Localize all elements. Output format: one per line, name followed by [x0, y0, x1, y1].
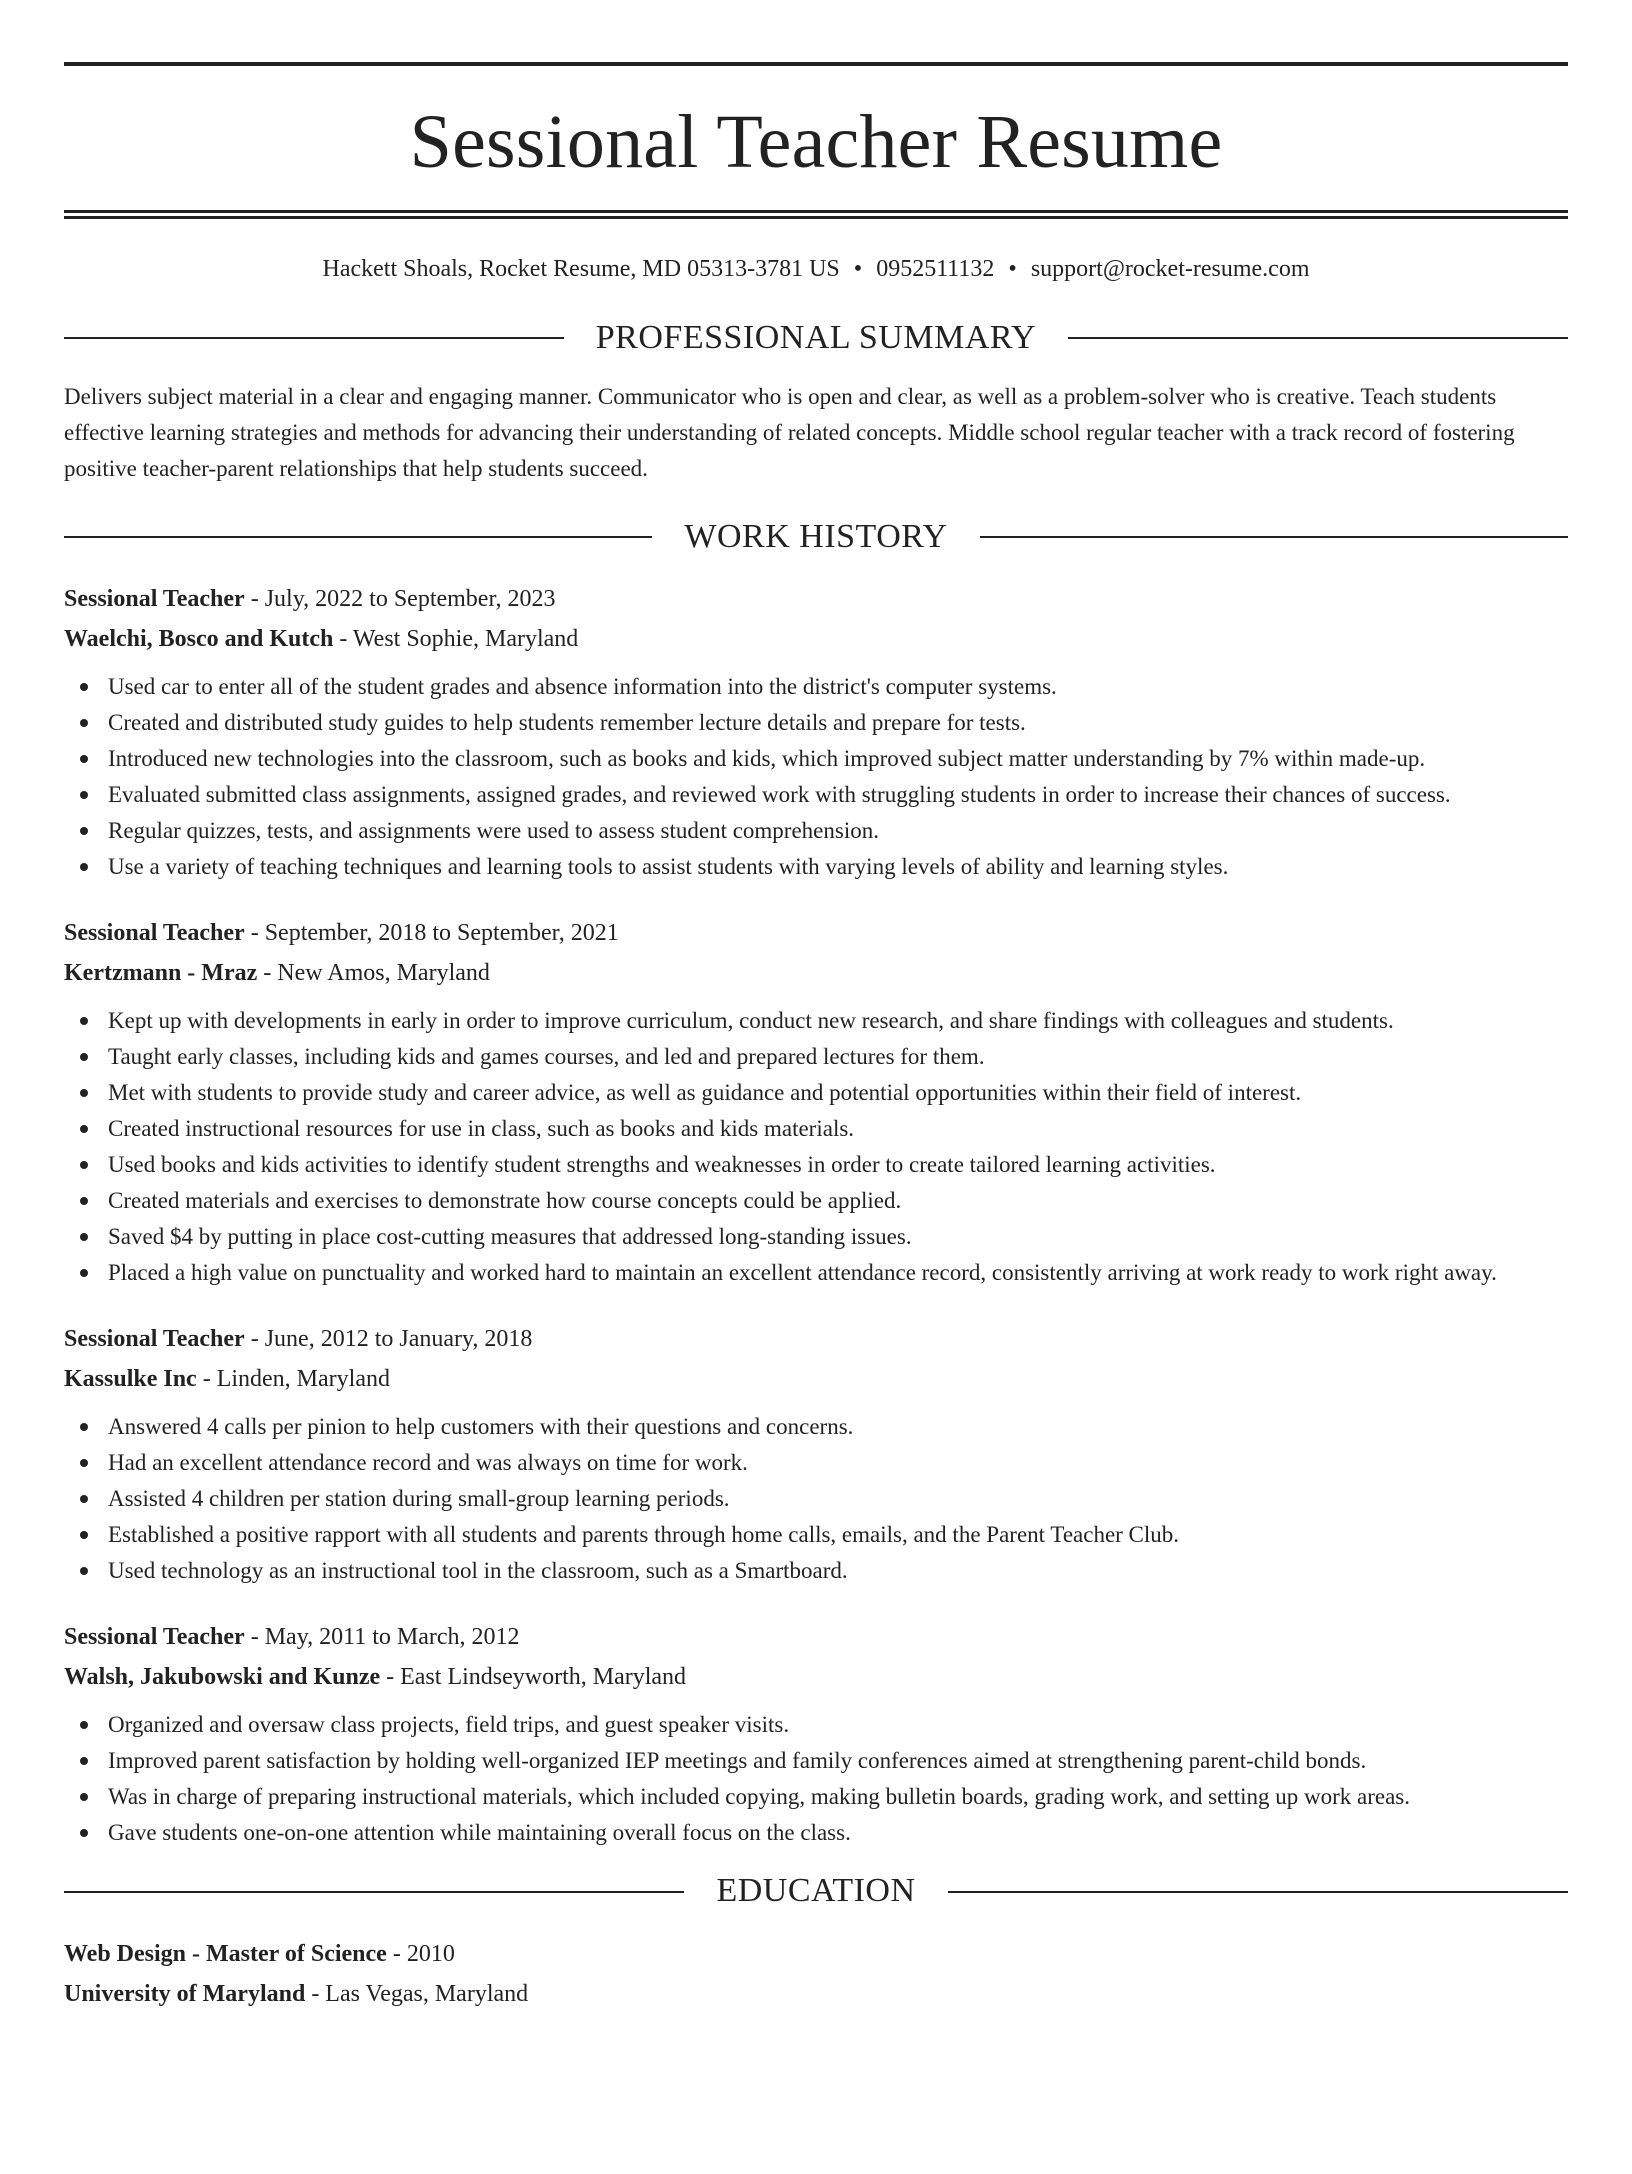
- job-bullet: Established a positive rapport with all students and parents through home calls, emails, and the Parent Teacher Club.: [64, 1517, 1568, 1553]
- job-title: Sessional Teacher: [64, 920, 245, 947]
- job-bullet: Gave students one-on-one attention while maintaining overall focus on the class.: [64, 1815, 1568, 1851]
- job-bullet: Taught early classes, including kids and games courses, and led and prepared lectures for them.: [64, 1039, 1568, 1075]
- top-rule: [64, 62, 1568, 66]
- job-title-line: [64, 913, 1568, 953]
- job-bullet: Answered 4 calls per pinion to help customers with their questions and concerns.: [64, 1409, 1568, 1445]
- job-bullet: Placed a high value on punctuality and worked hard to maintain an excellent attendance record, consistently arriving at work ready to work right away.: [64, 1255, 1568, 1291]
- education-degree-line: [64, 1934, 1568, 1974]
- job-bullet: Kept up with developments in early in order to improve curriculum, conduct new research, and share findings with colleagues and students.: [64, 1003, 1568, 1039]
- job-bullet: Created materials and exercises to demonstrate how course concepts could be applied.: [64, 1183, 1568, 1219]
- heading-rule-left: [64, 337, 564, 339]
- job-bullet-list: [64, 1409, 1568, 1589]
- job-bullet: Met with students to provide study and career advice, as well as guidance and potential opportunities within their field of interest.: [64, 1075, 1568, 1111]
- job-company-line: [64, 619, 1568, 659]
- section-title: WORK HISTORY: [684, 517, 948, 555]
- education-school-line: [64, 1974, 1568, 2014]
- job-dates: - May, 2011 to March, 2012: [244, 1624, 520, 1651]
- job-entry: [64, 1319, 1568, 1589]
- section-title: PROFESSIONAL SUMMARY: [595, 318, 1037, 356]
- job-company-line: [64, 1657, 1568, 1697]
- job-bullet: Created and distributed study guides to help students remember lecture details and prepare for tests.: [64, 705, 1568, 741]
- education-degree: Web Design - Master of Science: [64, 1941, 387, 1968]
- heading-rule-right: [948, 1891, 1568, 1893]
- contact-line: [64, 255, 1568, 284]
- job-location: - West Sophie, Maryland: [333, 626, 579, 653]
- job-bullet: Improved parent satisfaction by holding well-organized IEP meetings and family conferences aimed at strengthening parent-child bonds.: [64, 1743, 1568, 1779]
- job-bullet: Was in charge of preparing instructional materials, which included copying, making bulletin boards, grading work, and setting up work areas.: [64, 1779, 1568, 1815]
- contact-separator: •: [853, 256, 863, 282]
- education-year: - 2010: [386, 1941, 455, 1968]
- job-dates: - June, 2012 to January, 2018: [244, 1326, 533, 1353]
- job-bullet-list: [64, 1707, 1568, 1851]
- job-bullet: Organized and oversaw class projects, field trips, and guest speaker visits.: [64, 1707, 1568, 1743]
- job-bullet: Introduced new technologies into the classroom, such as books and kids, which improved subject matter understanding by 7% within made-up.: [64, 741, 1568, 777]
- contact-phone: 0952511132: [876, 256, 995, 282]
- title-double-rule: [64, 210, 1568, 219]
- heading-rule-right: [980, 536, 1568, 538]
- job-company-line: [64, 1359, 1568, 1399]
- job-bullet: Assisted 4 children per station during small-group learning periods.: [64, 1481, 1568, 1517]
- job-dates: - September, 2018 to September, 2021: [244, 920, 619, 947]
- job-bullet: Had an excellent attendance record and was always on time for work.: [64, 1445, 1568, 1481]
- job-dates: - July, 2022 to September, 2023: [244, 586, 556, 613]
- section-heading-work-history: [64, 517, 1568, 558]
- section-heading-education: [64, 1871, 1568, 1912]
- job-title: Sessional Teacher: [64, 586, 245, 613]
- job-company: Kassulke Inc: [64, 1366, 197, 1393]
- heading-rule-right: [1068, 337, 1568, 339]
- section-title: EDUCATION: [716, 1872, 916, 1910]
- education-location: - Las Vegas, Maryland: [305, 1981, 529, 2008]
- job-location: - Linden, Maryland: [196, 1366, 390, 1393]
- contact-separator: •: [1008, 256, 1017, 282]
- job-bullet: Evaluated submitted class assignments, assigned grades, and reviewed work with struggling students in order to increase their chances of success.: [64, 777, 1568, 813]
- resume-page: [0, 62, 1632, 2174]
- work-history-list: [64, 579, 1568, 1851]
- job-bullet-list: [64, 669, 1568, 885]
- job-bullet: Created instructional resources for use in class, such as books and kids materials.: [64, 1111, 1568, 1147]
- section-heading-summary: [64, 318, 1568, 359]
- job-company: Walsh, Jakubowski and Kunze: [64, 1664, 381, 1691]
- job-title-line: [64, 1319, 1568, 1359]
- job-bullet: Used books and kids activities to identify student strengths and weaknesses in order to create tailored learning activities.: [64, 1147, 1568, 1183]
- heading-rule-left: [64, 1891, 684, 1893]
- job-title-line: [64, 579, 1568, 619]
- job-bullet-list: [64, 1003, 1568, 1291]
- resume-title: Sessional Teacher Resume: [409, 100, 1223, 184]
- job-title-line: [64, 1617, 1568, 1657]
- summary-text: Delivers subject material in a clear and engaging manner. Communicator who is open and clear, as well as a problem-solver who is creative. Teach students effective learning strategies and methods for advancing their understanding of related concepts. Middle school regular teacher with a track record of fostering positive teacher-parent relationships that help students succeed.: [64, 383, 1515, 481]
- heading-rule-left: [64, 536, 652, 538]
- education-entry: [64, 1934, 1568, 2014]
- contact-email: support@rocket-resume.com: [1030, 256, 1310, 282]
- job-company-line: [64, 953, 1568, 993]
- education-school: University of Maryland: [64, 1981, 306, 2008]
- job-bullet: Use a variety of teaching techniques and learning tools to assist students with varying levels of ability and learning styles.: [64, 849, 1568, 885]
- job-company: Kertzmann - Mraz: [64, 960, 258, 987]
- job-bullet: Saved $4 by putting in place cost-cutting measures that addressed long-standing issues.: [64, 1219, 1568, 1255]
- job-entry: [64, 1617, 1568, 1851]
- job-location: - East Lindseyworth, Maryland: [380, 1664, 687, 1691]
- job-bullet: Regular quizzes, tests, and assignments were used to assess student comprehension.: [64, 813, 1568, 849]
- job-location: - New Amos, Maryland: [257, 960, 490, 987]
- job-title: Sessional Teacher: [64, 1624, 245, 1651]
- job-company: Waelchi, Bosco and Kutch: [64, 626, 334, 653]
- job-entry: [64, 579, 1568, 885]
- job-bullet: Used technology as an instructional tool in the classroom, such as a Smartboard.: [64, 1553, 1568, 1589]
- job-entry: [64, 913, 1568, 1291]
- job-title: Sessional Teacher: [64, 1326, 245, 1353]
- job-bullet: Used car to enter all of the student grades and absence information into the district's computer systems.: [64, 669, 1568, 705]
- contact-address: Hackett Shoals, Rocket Resume, MD 05313-3781 US: [322, 256, 840, 282]
